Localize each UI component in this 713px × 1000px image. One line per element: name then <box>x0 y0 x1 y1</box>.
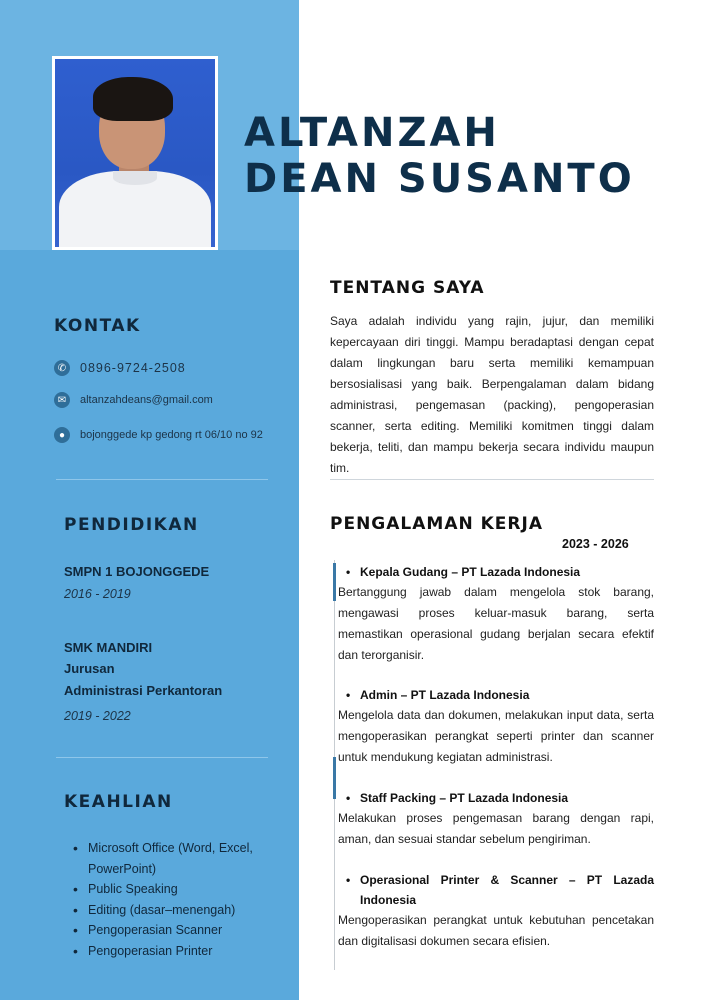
phone-text: 0896-9724-2508 <box>80 361 186 375</box>
skill-item: • Microsoft Office (Word, Excel, PowerPoint) <box>88 838 274 879</box>
experience-period: 2023 - 2026 <box>562 537 629 551</box>
skills-heading: KEAHLIAN <box>64 792 173 812</box>
email-icon: ✉ <box>54 392 70 408</box>
education-school-2: SMK MANDIRI <box>64 640 153 655</box>
location-pin-icon: ● <box>54 427 70 443</box>
education-line-2: Jurusan <box>64 661 115 676</box>
job-title-4: • Operasional Printer & Scanner – PT Lazada Indonesia <box>346 870 654 910</box>
name-line-1: ALTANZAH <box>244 110 500 156</box>
timeline-marker <box>333 757 336 799</box>
about-heading: TENTANG SAYA <box>330 278 485 298</box>
contact-phone[interactable] <box>54 360 186 376</box>
skill-item: • Editing (dasar–menengah) <box>88 900 274 921</box>
skill-item: • Public Speaking <box>88 879 274 900</box>
profile-photo-frame <box>52 56 218 250</box>
timeline-marker <box>333 563 336 601</box>
education-school-1: SMPN 1 BOJONGGEDE <box>64 564 210 579</box>
job-title-1: • Kepala Gudang – PT Lazada Indonesia <box>346 562 654 582</box>
main-divider <box>330 479 654 480</box>
job-desc-1: Bertanggung jawab dalam mengelola stok barang, mengawasi proses keluar-masuk barang, serta memastikan operasional gudang berjalan secara efektif dan terorganisir. <box>338 585 654 662</box>
about-text: Saya adalah individu yang rajin, jujur, dan memiliki kepercayaan diri tinggi. Mampu beradaptasi dengan cepat dalam lingkungan baru serta memiliki kemampuan bersosialisasi yang baik. Berpengalaman dalam bidang administrasi, pengemasan (packing), pengoperasian scanner, serta editing. Memiliki komitmen tinggi dalam bekerja, teliti, dan mampu bekerja secara individu maupun tim. <box>330 314 654 475</box>
skill-item: • Pengoperasian Printer <box>88 941 274 962</box>
contact-email[interactable] <box>54 392 213 408</box>
full-name <box>244 110 635 202</box>
education-line-3: Administrasi Perkantoran <box>64 683 223 698</box>
sidebar-divider <box>56 757 268 758</box>
skills-list <box>88 838 274 961</box>
education-years-1: 2016 - 2019 <box>64 587 131 601</box>
contact-heading: KONTAK <box>54 316 141 336</box>
contact-address <box>54 427 263 443</box>
job-title-3: • Staff Packing – PT Lazada Indonesia <box>346 788 654 808</box>
skill-item: • Pengoperasian Scanner <box>88 920 274 941</box>
job-desc-4: Mengoperasikan perangkat untuk kebutuhan pencetakan dan digitalisasi dokumen secara efisien. <box>338 913 654 948</box>
experience-heading: PENGALAMAN KERJA <box>330 514 543 534</box>
job-desc-3: Melakukan proses pengemasan barang dengan rapi, aman, dan sesuai standar sebelum pengiriman. <box>338 811 654 846</box>
job-desc-2: Mengelola data dan dokumen, melakukan input data, serta mengoperasikan perangkat seperti printer dan scanner untuk mendukung kegiatan administrasi. <box>338 708 654 764</box>
address-text: bojonggede kp gedong rt 06/10 no 92 <box>80 429 263 441</box>
name-line-2: DEAN SUSANTO <box>244 156 635 202</box>
email-text: altanzahdeans@gmail.com <box>80 394 213 406</box>
phone-icon: ✆ <box>54 360 70 376</box>
sidebar-divider <box>56 479 268 480</box>
job-title-2: • Admin – PT Lazada Indonesia <box>346 685 654 705</box>
profile-photo <box>55 59 215 247</box>
education-years-2: 2019 - 2022 <box>64 709 131 723</box>
education-heading: PENDIDIKAN <box>64 515 199 535</box>
